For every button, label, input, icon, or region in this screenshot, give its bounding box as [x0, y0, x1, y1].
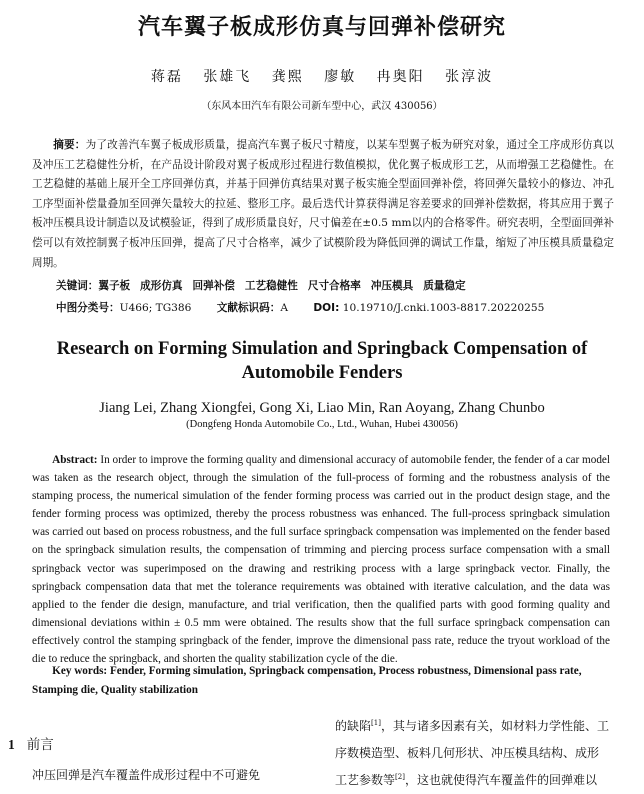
body-left-column — [32, 764, 302, 786]
section-title: 前言 — [26, 737, 54, 753]
english-keywords — [32, 662, 610, 699]
doi-value: 10.19710/J.cnki.1003-8817.20220255 — [342, 302, 545, 314]
keywords-label: 关键词： — [56, 280, 99, 292]
doi — [313, 302, 544, 314]
chinese-keywords — [56, 278, 616, 293]
chinese-abstract — [32, 136, 614, 273]
doc-code-value: A — [280, 302, 288, 314]
keywords-text: Fender, Forming simulation, Springback compensation, Process robustness, Dimensional pass rate, Stamping die, Quality stabilization — [32, 665, 582, 696]
keyword: 翼子板 — [98, 280, 131, 292]
keywords-label: Key words: — [52, 665, 108, 677]
body-text: ，这也就使得汽车覆盖件的回弹难以 — [404, 773, 597, 787]
doc-code-label: 文献标识码： — [216, 302, 281, 314]
body-line — [335, 767, 631, 794]
abstract-label: 摘要： — [53, 139, 86, 151]
author: 蒋磊 — [150, 69, 183, 85]
keyword: 工艺稳健性 — [244, 280, 298, 292]
body-text: ，其与诸多因素有关，如材料力学性能、工 — [380, 719, 609, 733]
keyword: 质量稳定 — [423, 280, 466, 292]
clc-number — [56, 302, 191, 314]
author: 龚熙 — [271, 69, 304, 85]
body-line — [335, 713, 631, 740]
body-paragraph: 冲压回弹是汽车覆盖件成形过程中不可避免 — [32, 768, 261, 782]
english-affiliation: (Dongfeng Honda Automobile Co., Ltd., Wuhan, Hubei 430056) — [186, 419, 458, 430]
citation: [2] — [395, 773, 405, 781]
chinese-title: 汽车翼子板成形仿真与回弹补偿研究 — [137, 15, 506, 40]
clc-label: 中图分类号： — [56, 302, 120, 314]
section-heading — [8, 733, 54, 753]
author: 张淳波 — [445, 69, 494, 85]
keyword: 成形仿真 — [140, 280, 183, 292]
body-right-column — [335, 713, 631, 794]
abstract-label: Abstract: — [52, 454, 98, 466]
english-title: Research on Forming Simulation and Springback Compensation of Automobile Fenders — [56, 339, 588, 383]
english-abstract — [32, 451, 610, 668]
english-authors: Jiang Lei, Zhang Xiongfei, Gong Xi, Liao Min, Ran Aoyang, Zhang Chunbo — [99, 400, 545, 416]
abstract-text: 为了改善汽车翼子板成形质量，提高汽车翼子板尺寸精度，以某车型翼子板为研究对象，通过全工序成形仿真以及冲压工艺稳健性分析，在产品设计阶段对翼子板成形过程进行数值模拟，优化翼子板成形工艺，从而增强工艺稳健性。在工艺稳健的基础上展开全工序回弹仿真，并基于回弹仿真结果对翼子板实施全型面回弹补偿，将回弹矢量较小的修边、冲孔工序型面补偿量叠加至回弹矢量较大的拉延、整形工序。最后迭代计算获得满足容差要求的回弹补偿数据，将其应用于翼子板冲压模具设计制造以及试模验证，得到了成形质量良好，尺寸偏差在±0.5 mm以内的合格零件。研究表明，全型面回弹补偿可以有效控制翼子板冲压回弹，提高了尺寸合格率，减少了试模阶段为降低回弹的调试工作量，缩短了冲压模具质量稳定周期。 — [32, 139, 615, 269]
citation: [1] — [371, 719, 381, 727]
abstract-text: In order to improve the forming quality and dimensional accuracy of automobile fender, the fender of a car model was taken as the research object, through the simulation of the full-process of forming and the robustness analysis of the stamping process, the numerical simulation of the fender forming process was carried out in the product design stage, and the fender forming process was optimized, thereby the process robustness was enhanced. The full-process springback simulation was carried out based on process robustness, and the full surface springback compensation was implemented on the fender based on the springback simulation results, the compensation of trimming and piercing process surface compensation with a small springback vector was superimposed on the drawing and restriking process with a large springback vector. Finally, the springback compensation data that met the tolerance requirements was obtained with iterative calculation, and the data was applied to the fender die design, manufacture, and trial verification, then the qualified parts with good forming quality and dimensional deviations within ± 0.5 mm were obtained. The results show that the full surface springback compensation can effectively control the stamping springback of the fender, improve the dimensional pass rate, reduce the tryout workload of the die to reduce the springback, and shorten the quality stabilization cycle of the die. — [32, 454, 611, 666]
doi-label: DOI: — [313, 302, 340, 314]
keyword: 冲压模具 — [370, 280, 414, 292]
author: 张雄飞 — [203, 69, 252, 85]
section-number: 1 — [8, 737, 15, 752]
keyword: 回弹补偿 — [192, 280, 235, 292]
chinese-affiliation: （东风本田汽车有限公司新车型中心，武汉 430056） — [201, 101, 443, 112]
body-text: 的缺陷 — [335, 719, 372, 733]
classification-line — [56, 300, 616, 315]
body-line: 序数模造型、板料几何形状、冲压模具结构、成形 — [335, 746, 600, 760]
clc-value: U466; TG386 — [119, 302, 192, 314]
document-code — [217, 302, 288, 314]
author: 廖敏 — [324, 69, 357, 85]
author: 冉奥阳 — [376, 69, 425, 85]
chinese-authors — [0, 66, 644, 86]
body-text: 工艺参数等 — [335, 773, 396, 787]
keyword: 尺寸合格率 — [307, 280, 361, 292]
